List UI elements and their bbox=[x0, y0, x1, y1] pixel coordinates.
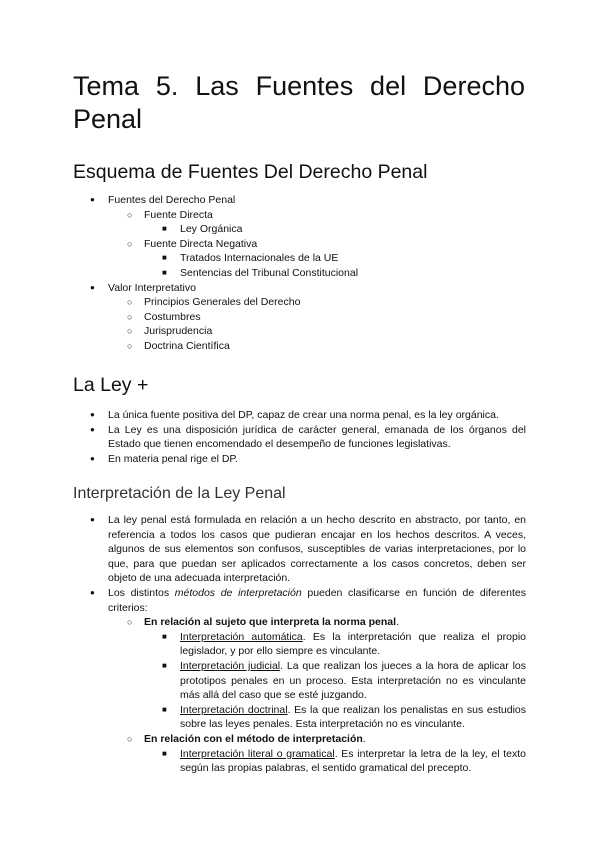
bullet-marker: ○ bbox=[127, 326, 133, 337]
heading-esquema: Esquema de Fuentes Del Derecho Penal bbox=[73, 161, 428, 183]
list-item: ● Valor Interpretativo bbox=[90, 281, 196, 294]
bullet-marker: ● bbox=[90, 453, 95, 463]
bullet-marker: ● bbox=[90, 410, 95, 419]
list-item: ■ Interpretación literal o gramatical. Es interpretar la letra de la ley, el texto según las propias palabras, el sentido gramatical del precepto. bbox=[162, 747, 526, 775]
list-item: ■ Interpretación doctrinal. Es la que realizan los penalistas en sus estudios sobre las leyes penales. Esta interpretación no es vinculante. bbox=[162, 703, 527, 731]
term-judicial: Interpretación judicial bbox=[180, 659, 281, 672]
bullet-marker: ● bbox=[90, 195, 95, 204]
term-literal: Interpretación literal o gramatical bbox=[180, 747, 335, 760]
bullet-marker: ○ bbox=[127, 238, 133, 249]
list-item: ■ Tratados Internacionales de la UE bbox=[162, 252, 339, 265]
bullet-marker: ● bbox=[90, 587, 95, 597]
list-item: ● Los distintos métodos de interpretación pueden clasificarse en función de diferentes criterios: bbox=[90, 586, 526, 614]
interpretacion-list bbox=[0, 513, 600, 776]
list-item: ○ Costumbres bbox=[127, 310, 201, 323]
heading-la-ley: La Ley + bbox=[73, 374, 149, 396]
list-item: ○ En relación al sujeto que interpreta la norma penal. bbox=[127, 616, 399, 629]
bullet-marker: ■ bbox=[162, 660, 167, 670]
list-item: ■ Interpretación judicial. La que realizan los jueces a la hora de aplicar los prototipos penales en un proceso. Esta interpretación no es vinculante más allá del caso que se esté juzgando. bbox=[162, 659, 526, 702]
list-item: ○ En relación con el método de interpretación. bbox=[127, 732, 366, 745]
list-item: ■ Interpretación automática. Es la interpretación que realiza el propio legislador, y por ello siempre es vinculante. bbox=[162, 630, 526, 658]
list-item: ● La única fuente positiva del DP, capaz de crear una norma penal, es la ley orgánica. bbox=[90, 409, 499, 421]
list-item: ● La ley penal está formulada en relación a un hecho descrito en abstracto, por tanto, en referencia a todos los casos que pudieran encajar en los hechos descritos. A veces, algunos de sus elementos son confusos, susceptibles de varias interpretaciones, por lo que, para que puedan ser aplicados correctamente a los casos concretos, deben ser objeto de una adecuada interpretación. bbox=[90, 514, 526, 585]
list-item: ● Fuentes del Derecho Penal bbox=[90, 194, 236, 206]
bullet-marker: ● bbox=[90, 515, 95, 524]
list-item: ● La Ley es una disposición jurídica de carácter general, emanada de los órganos del Estado que tienen encomendado el desempeño de funciones legislativas. bbox=[90, 423, 526, 451]
ley-list bbox=[0, 408, 600, 466]
heading-interpretacion: Interpretación de la Ley Penal bbox=[73, 485, 286, 502]
bullet-marker: ○ bbox=[127, 311, 133, 322]
esquema-list bbox=[0, 193, 600, 354]
list-item: ○ Fuente Directa bbox=[127, 208, 213, 221]
list-item: ○ Doctrina Científica bbox=[127, 339, 230, 352]
bullet-marker: ● bbox=[90, 424, 95, 434]
bullet-marker: ■ bbox=[162, 704, 167, 714]
page-title-line-1: Tema 5. Las Fuentes del Derecho bbox=[73, 71, 525, 101]
criterio-sujeto-label: En relación al sujeto que interpreta la norma penal bbox=[144, 616, 397, 629]
bullet-marker: ■ bbox=[162, 224, 167, 234]
bullet-marker: ○ bbox=[127, 733, 133, 744]
bullet-marker: ■ bbox=[162, 267, 167, 277]
bullet-marker: ● bbox=[90, 282, 95, 292]
list-item: ○ Jurisprudencia bbox=[127, 325, 213, 338]
page-title-line-2: Penal bbox=[73, 104, 143, 134]
list-item: ● En materia penal rige el DP. bbox=[90, 452, 238, 465]
bullet-marker: ○ bbox=[127, 340, 133, 351]
list-item: ■ Sentencias del Tribunal Constitucional bbox=[162, 266, 359, 279]
bullet-marker: ○ bbox=[127, 297, 133, 308]
emphasis-metodos: métodos de interpretación bbox=[174, 586, 302, 599]
list-item: ■ Ley Orgánica bbox=[162, 223, 243, 236]
page-title bbox=[73, 70, 525, 136]
list-item: ○ Principios Generales del Derecho bbox=[127, 296, 301, 309]
bullet-marker: ■ bbox=[162, 253, 167, 263]
bullet-marker: ○ bbox=[127, 209, 133, 220]
term-automatica: Interpretación automática bbox=[180, 630, 303, 643]
bullet-marker: ■ bbox=[162, 748, 167, 758]
term-doctrinal: Interpretación doctrinal bbox=[180, 703, 288, 716]
list-item: ○ Fuente Directa Negativa bbox=[127, 237, 258, 250]
bullet-marker: ■ bbox=[162, 631, 167, 641]
criterio-metodo-label: En relación con el método de interpretación bbox=[144, 732, 363, 745]
bullet-marker: ○ bbox=[127, 617, 133, 628]
